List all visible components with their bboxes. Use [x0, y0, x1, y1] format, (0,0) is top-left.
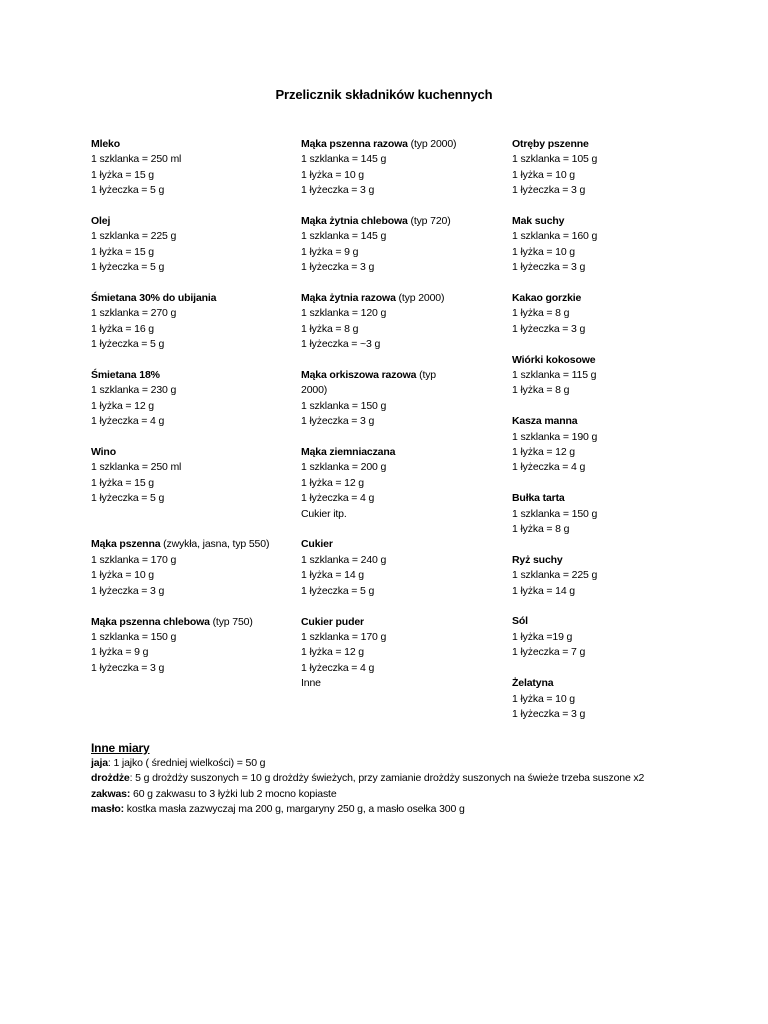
measure-line: Inne	[301, 677, 321, 690]
ingredient-name: Mak suchy	[512, 215, 565, 228]
measure-line: 1 łyżeczka = 3 g	[512, 322, 586, 335]
measure-line: 1 szklanka = 225 g	[91, 230, 177, 243]
measure-line: 1 łyżeczka = 4 g	[301, 661, 375, 674]
measure-line: 1 łyżka = 10 g	[512, 168, 575, 181]
ingredient-name: Mąka pszenna	[91, 538, 161, 551]
ingredient-name: Wino	[91, 446, 116, 459]
measure-line: 1 łyżka = 16 g	[91, 322, 154, 335]
other-measure-line	[91, 771, 731, 786]
measure-line: 1 łyżka = 15 g	[91, 245, 154, 258]
measure-line: 1 łyżeczka = 3 g	[91, 661, 165, 674]
ingredient-name: Cukier	[301, 538, 333, 551]
ingredient-block	[301, 368, 481, 430]
other-measure-key: jaja	[91, 757, 108, 769]
other-measures-heading: Inne miary	[91, 741, 150, 755]
measure-line: 1 łyżeczka = ~3 g	[301, 338, 381, 351]
measure-line: 1 szklanka = 150 g	[91, 630, 177, 643]
measure-line: 1 łyżka = 14 g	[301, 569, 364, 582]
other-measure-text: : 1 jajko ( średniej wielkości) = 50 g	[107, 757, 266, 769]
measure-line: 1 szklanka = 225 g	[512, 569, 598, 582]
ingredient-block	[91, 615, 271, 677]
column-1	[91, 137, 271, 676]
ingredient-block	[301, 537, 481, 599]
ingredient-heading	[301, 137, 481, 152]
ingredient-name: Śmietana 18%	[91, 369, 160, 382]
page-title: Przelicznik składników kuchennych	[275, 87, 493, 102]
ingredient-name: Kakao gorzkie	[512, 292, 582, 305]
ingredient-block	[512, 676, 692, 722]
ingredient-heading	[301, 368, 451, 399]
ingredient-heading	[91, 615, 271, 630]
measure-line: 1 łyżeczka = 3 g	[301, 261, 375, 274]
ingredient-name: Mąka orkiszowa razowa	[301, 369, 417, 382]
measure-line: 1 szklanka = 240 g	[301, 553, 387, 566]
column-2	[301, 137, 481, 692]
measure-line: 1 łyżka = 15 g	[91, 168, 154, 181]
measure-line: 1 łyżka = 8 g	[512, 384, 570, 397]
ingredient-heading	[301, 291, 481, 306]
measure-line: 1 łyżka = 14 g	[512, 584, 575, 597]
measure-line: 1 łyżeczka = 4 g	[301, 492, 375, 505]
ingredient-name: Śmietana 30% do ubijania	[91, 292, 217, 305]
measure-line: 1 łyżeczka = 7 g	[512, 646, 586, 659]
ingredient-note: (zwykła, jasna, typ 550)	[160, 538, 270, 551]
ingredient-name: Mąka pszenna chlebowa	[91, 615, 210, 628]
measure-line: 1 szklanka = 170 g	[91, 553, 177, 566]
ingredient-name: Mąka żytnia razowa	[301, 292, 396, 305]
ingredient-block	[91, 537, 271, 599]
ingredient-note: (typ 720)	[407, 215, 451, 228]
ingredient-block	[512, 214, 692, 276]
measure-line: 1 łyżka = 12 g	[91, 399, 154, 412]
measure-line: 1 łyżeczka = 5 g	[301, 584, 375, 597]
measure-line: 1 szklanka = 120 g	[301, 307, 387, 320]
ingredient-note: (typ 750)	[209, 615, 253, 628]
measure-line: 1 łyżka = 10 g	[301, 168, 364, 181]
ingredient-block	[512, 137, 692, 199]
other-measure-text: kostka masła zazwyczaj ma 200 g, margaryny 250 g, a masło osełka 300 g	[123, 803, 465, 816]
other-measure-key: zakwas:	[91, 787, 131, 800]
ingredient-name: Mąka pszenna razowa	[301, 138, 408, 150]
measure-line: 1 łyżka = 10 g	[512, 692, 575, 705]
ingredient-name: Wiórki kokosowe	[512, 353, 596, 366]
other-measure-line	[91, 787, 731, 802]
ingredient-name: Mąka żytnia chlebowa	[301, 215, 408, 228]
ingredient-name: Bułka tarta	[512, 492, 565, 505]
measure-line: 1 szklanka = 145 g	[301, 230, 387, 243]
measure-line: 1 łyżeczka = 5 g	[91, 261, 165, 274]
measure-line: 1 szklanka = 160 g	[512, 230, 598, 243]
ingredient-block	[91, 137, 271, 199]
measure-line: 1 łyżka = 12 g	[301, 476, 364, 489]
measure-line: 1 łyżka = 10 g	[91, 569, 154, 582]
ingredient-name: Żelatyna	[512, 677, 554, 690]
ingredient-block	[91, 368, 271, 430]
ingredient-name: Cukier puder	[301, 615, 364, 628]
ingredient-note: (typ 2000)	[395, 292, 445, 305]
ingredient-name: Mąka ziemniaczana	[301, 446, 396, 459]
ingredient-block	[301, 291, 481, 353]
other-measure-text: : 5 g drożdży suszonych = 10 g drożdży świeżych, przy zamianie drożdży suszonych na świeże trzeba suszone x2	[129, 772, 645, 785]
ingredient-block	[91, 291, 271, 353]
measure-line: 1 łyżeczka = 3 g	[301, 184, 375, 197]
measure-line: 1 szklanka = 190 g	[512, 430, 598, 443]
measure-line: 1 łyżka = 15 g	[91, 476, 154, 489]
measure-line: 1 szklanka = 170 g	[301, 630, 387, 643]
measure-line: 1 łyżeczka = 3 g	[512, 184, 586, 197]
ingredient-note: (typ 2000)	[407, 138, 457, 150]
ingredient-block	[91, 214, 271, 276]
measure-line: 1 łyżka = 8 g	[301, 322, 359, 335]
ingredient-block	[512, 353, 692, 399]
measure-line: 1 szklanka = 230 g	[91, 384, 177, 397]
ingredient-block	[512, 614, 692, 660]
ingredient-heading	[91, 537, 271, 552]
measure-line: 1 łyżeczka = 3 g	[512, 707, 586, 720]
ingredient-block	[512, 491, 692, 537]
measure-line: 1 szklanka = 270 g	[91, 307, 177, 320]
measure-line: 1 szklanka = 200 g	[301, 461, 387, 474]
measure-line: 1 łyżeczka = 4 g	[512, 461, 586, 474]
other-measures-section	[91, 740, 731, 818]
measure-line: 1 szklanka = 145 g	[301, 153, 387, 166]
ingredient-heading	[301, 214, 481, 229]
ingredient-name: Kasza manna	[512, 415, 578, 428]
measure-line: 1 szklanka = 105 g	[512, 153, 598, 166]
other-measure-key: masło:	[91, 803, 124, 816]
measure-line: 1 łyżeczka = 3 g	[301, 415, 375, 428]
measure-line: 1 szklanka = 150 g	[512, 507, 598, 520]
measure-line: 1 szklanka = 250 ml	[91, 461, 182, 474]
ingredient-block	[301, 214, 481, 276]
other-measure-text: 60 g zakwasu to 3 łyżki lub 2 mocno kopiaste	[130, 787, 337, 800]
ingredient-note: (typ 2000)	[301, 369, 436, 397]
measure-line: 1 łyżeczka = 4 g	[91, 415, 165, 428]
ingredient-block	[512, 291, 692, 337]
measure-line: 1 łyżka = 8 g	[512, 307, 570, 320]
column-3	[512, 137, 692, 722]
ingredient-name: Ryż suchy	[512, 553, 563, 566]
measure-line: 1 łyżka = 12 g	[301, 646, 364, 659]
measure-line: 1 łyżka = 12 g	[512, 446, 575, 459]
measure-line: 1 szklanka = 115 g	[512, 369, 597, 382]
measure-line: 1 łyżeczka = 3 g	[512, 261, 586, 274]
ingredient-block	[301, 615, 481, 692]
ingredient-block	[512, 414, 692, 476]
measure-line: 1 łyżeczka = 5 g	[91, 338, 165, 351]
ingredient-name: Sól	[512, 615, 528, 628]
measure-line: 1 łyżka = 9 g	[91, 646, 149, 659]
measure-line: Cukier itp.	[301, 507, 347, 520]
measure-line: 1 szklanka = 150 g	[301, 399, 387, 412]
measure-line: 1 łyżka = 9 g	[301, 245, 359, 258]
measure-line: 1 łyżka = 10 g	[512, 245, 575, 258]
ingredient-name: Otręby pszenne	[512, 138, 589, 150]
measure-line: 1 łyżka = 8 g	[512, 523, 570, 536]
ingredient-block	[301, 137, 481, 199]
measure-line: 1 łyżka =19 g	[512, 630, 573, 643]
measure-line: 1 łyżeczka = 5 g	[91, 184, 165, 197]
other-measure-line	[91, 756, 731, 771]
ingredient-block	[91, 445, 271, 507]
measure-line: 1 łyżeczka = 5 g	[91, 492, 165, 505]
ingredient-name: Mleko	[91, 138, 121, 150]
ingredient-block	[301, 445, 481, 522]
other-measure-key: drożdże	[91, 772, 130, 785]
measure-line: 1 szklanka = 250 ml	[91, 153, 182, 166]
measure-line: 1 łyżeczka = 3 g	[91, 584, 165, 597]
ingredient-name: Olej	[91, 215, 111, 228]
ingredient-block	[512, 553, 692, 599]
other-measure-line	[91, 802, 731, 817]
